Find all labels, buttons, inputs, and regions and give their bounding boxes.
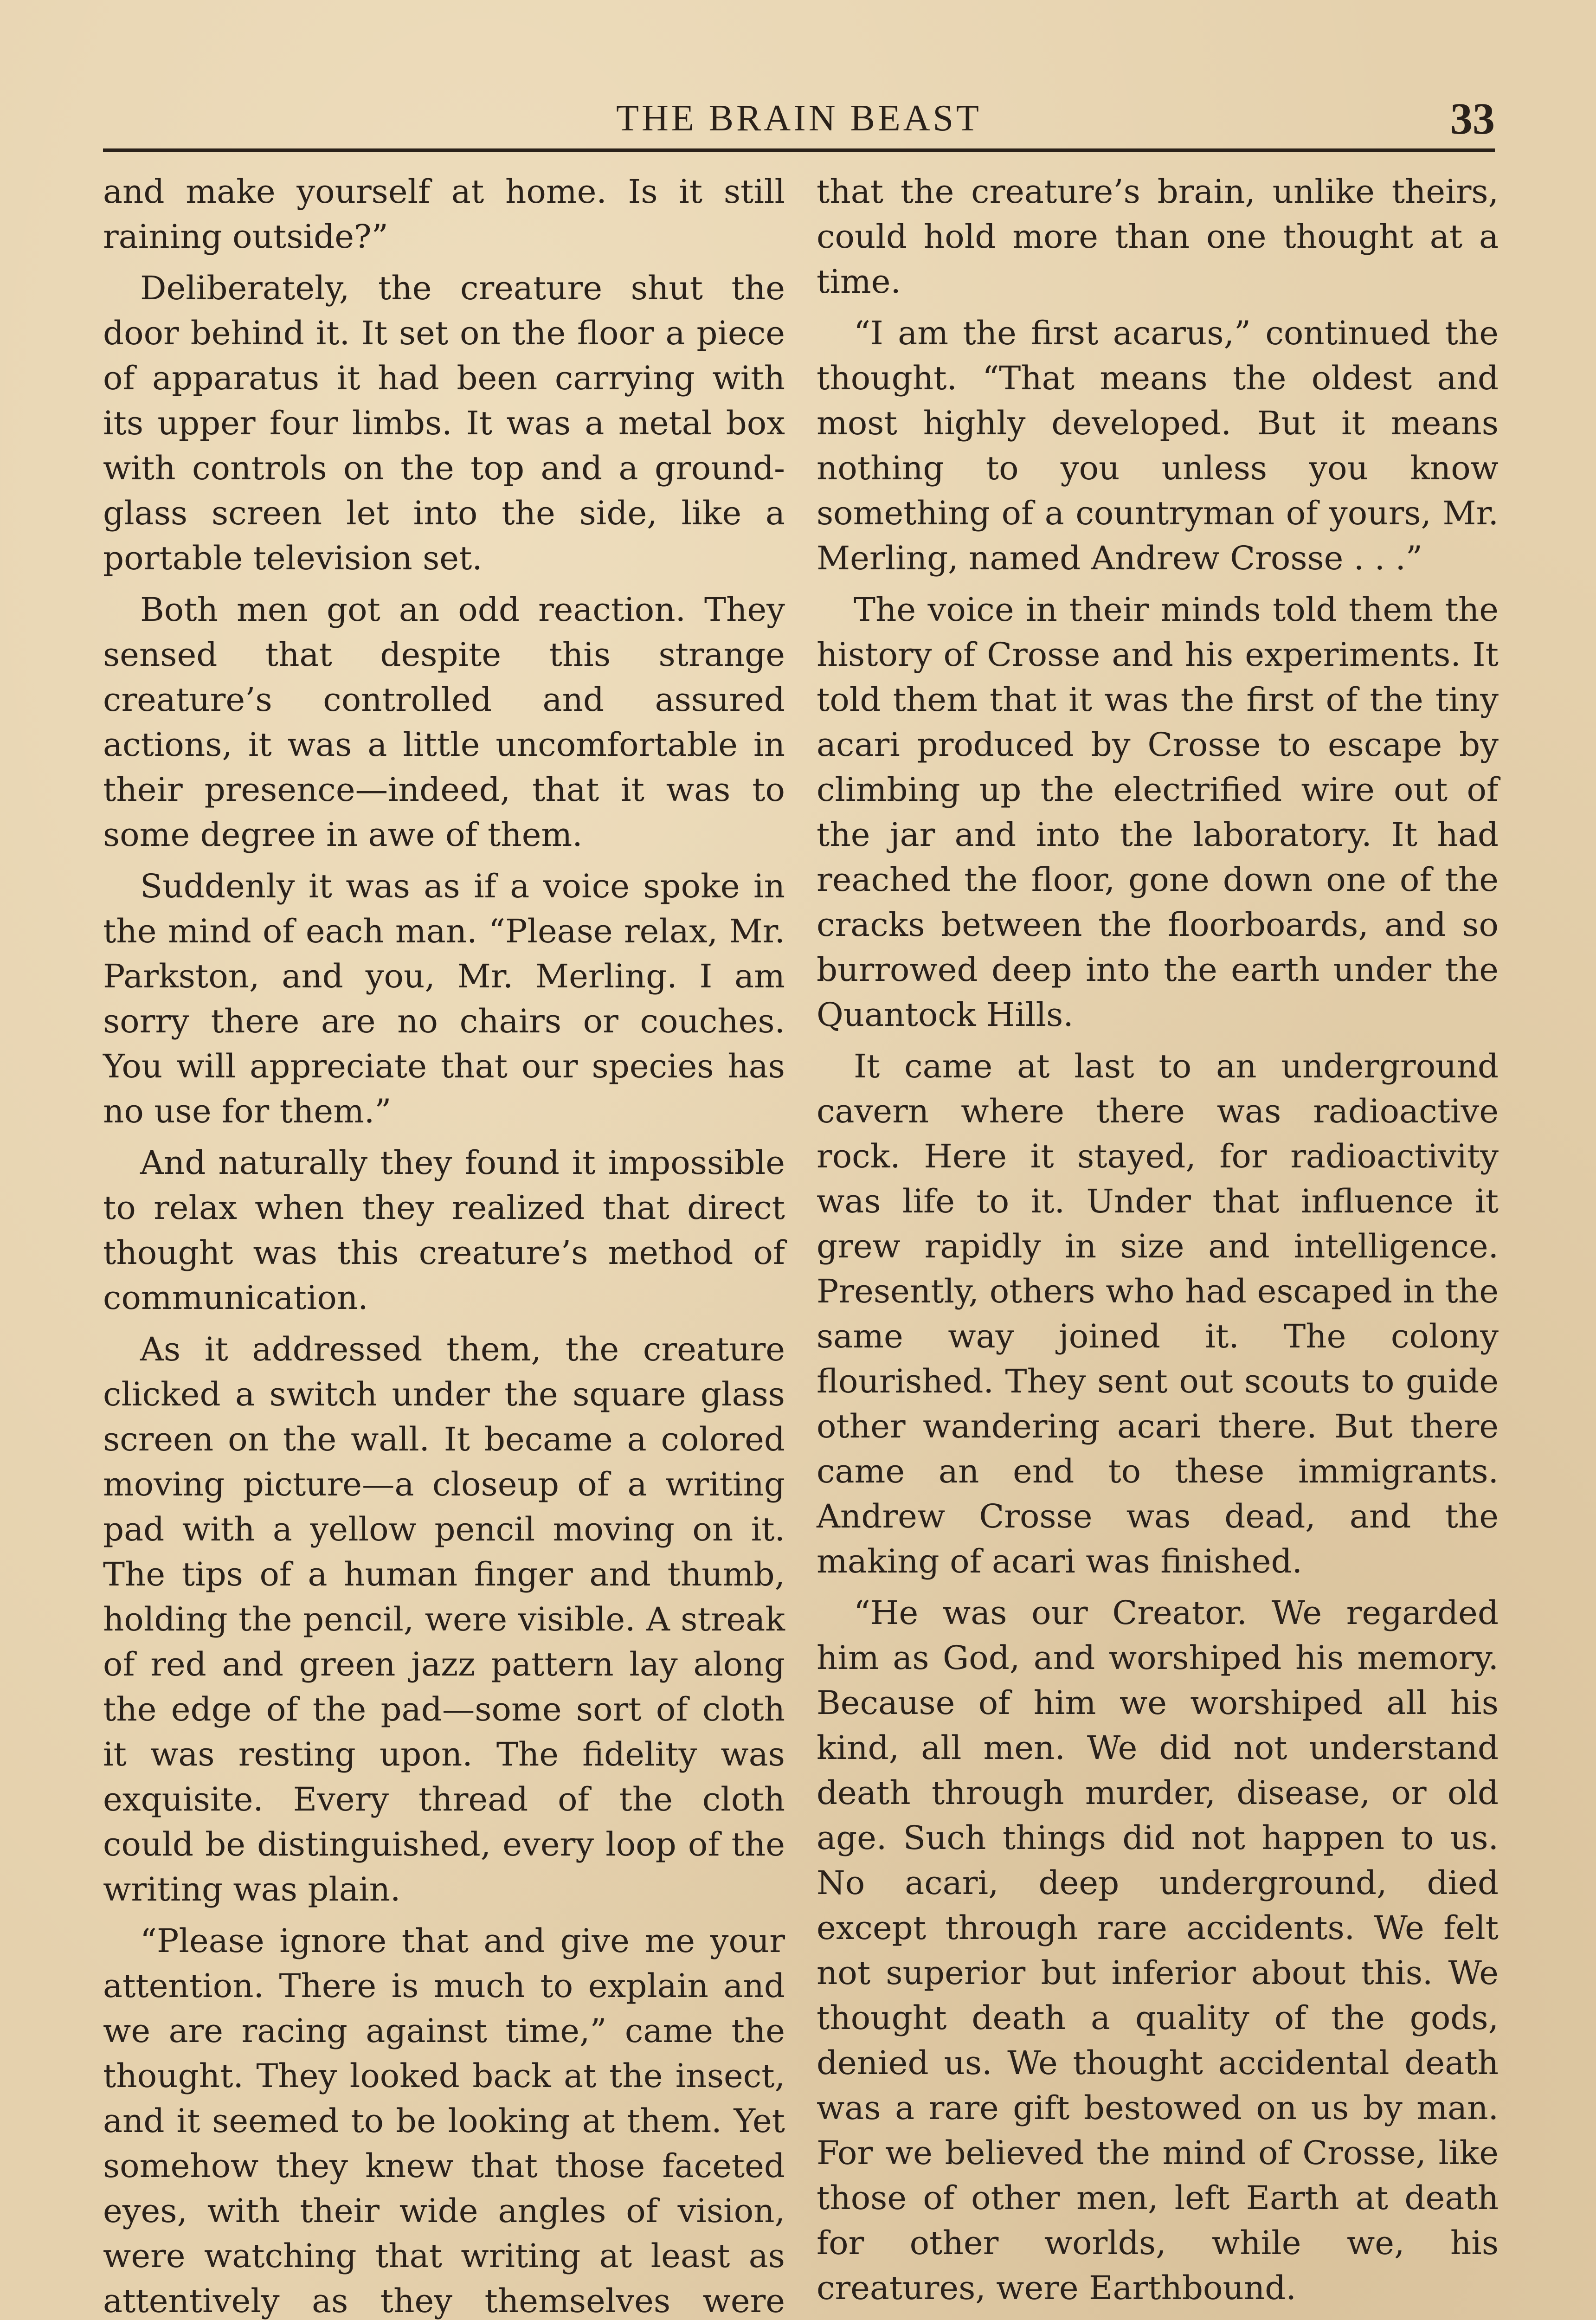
paragraph bbox=[817, 2317, 1499, 2320]
right-text-column bbox=[817, 169, 1499, 2320]
left-text-column bbox=[103, 169, 785, 2320]
paragraph: And naturally they found it impossible to relax when they realized that direct thought was this creature’s method of communication. bbox=[103, 1144, 785, 1317]
running-title: THE BRAIN BEAST bbox=[616, 98, 982, 139]
paragraph: that the creature’s brain, unlike theirs, could hold more than one thought at a time. bbox=[817, 173, 1499, 301]
paragraph: Suddenly it was as if a voice spoke in the mind of each man. “Please relax, Mr. Parkston, and you, Mr. Merling. I am sorry there are no chairs or couches. You will appreciate that our species has no use for them.” bbox=[103, 867, 785, 1130]
page-number: 33 bbox=[1450, 94, 1495, 143]
paragraph: Both men got an odd reaction. They sensed that despite this strange creature’s controlled and assured actions, it was a little uncomfortable in their presence—indeed, that it was to some degree in awe of them. bbox=[103, 591, 785, 854]
paragraph: Deliberately, the creature shut the door behind it. It set on the floor a piece of apparatus it had been carrying with its upper four limbs. It was a metal box with controls on the top and a ground-glass screen let into the side, like a portable television set. bbox=[103, 269, 785, 577]
paragraph: “I am the first acarus,” continued the thought. “That means the oldest and most highly developed. But it means nothing to you unless you know something of a countryman of yours, Mr. Merling, named Andrew Crosse . . .” bbox=[817, 314, 1499, 577]
paragraph: The voice in their minds told them the history of Crosse and his experiments. It told them that it was the first of the tiny acari produced by Crosse to escape by climbing up the electrified wire out of the jar and into the laboratory. It had reached the floor, gone down one of the cracks between the floorboards, and so burrowed deep into the earth under the Quantock Hills. bbox=[817, 591, 1499, 1034]
paragraph: As it addressed them, the creature clicked a switch under the square glass screen on the wall. It became a colored moving picture—a closeup of a writing pad with a yellow pencil moving on it. The tips of a human finger and thumb, holding the pencil, were visible. A streak of red and green jazz pattern lay along the edge of the pad—some sort of cloth it was resting upon. The fidelity was exquisite. Every thread of the cloth could be distinguished, every loop of the writing was plain. bbox=[103, 1330, 785, 1908]
paragraph: “Please ignore that and give me your attention. There is much to explain and we are racing against time,” came the thought. They looked back at the insect, and it seemed to be looking at them. Yet somehow they knew that those faceted eyes, with their wide angles of vision, were watching that writing at least as attentively as they themselves were bbox=[103, 1922, 785, 2320]
paragraph: and make yourself at home. Is it still raining outside?” bbox=[103, 173, 785, 256]
paragraph: It came at last to an underground cavern where there was radioactive rock. Here it stayed, for radioactivity was life to it. Under that influence it grew rapidly in size and intelligence. Presently, others who had escaped in the same way joined it. The colony flourished. They sent out scouts to guide other wandering acari there. But there came an end to these immigrants. Andrew Crosse was dead, and the making of acari was finished. bbox=[817, 1047, 1499, 1580]
paragraph: “He was our Creator. We regarded him as God, and worshiped his memory. Because of him we worshiped all his kind, all men. We did not understand death through murder, disease, or old age. Such things did not happen to us. No acari, deep underground, died except through rare accidents. We felt not superior but inferior about this. We thought death a quality of the gods, denied us. We thought accidental death was a rare gift bestowed on us by man. For we believed the mind of Crosse, like those of other men, left Earth at death for other worlds, while we, his creatures, were Earthbound. bbox=[817, 1594, 1499, 2307]
page-header bbox=[103, 93, 1495, 152]
